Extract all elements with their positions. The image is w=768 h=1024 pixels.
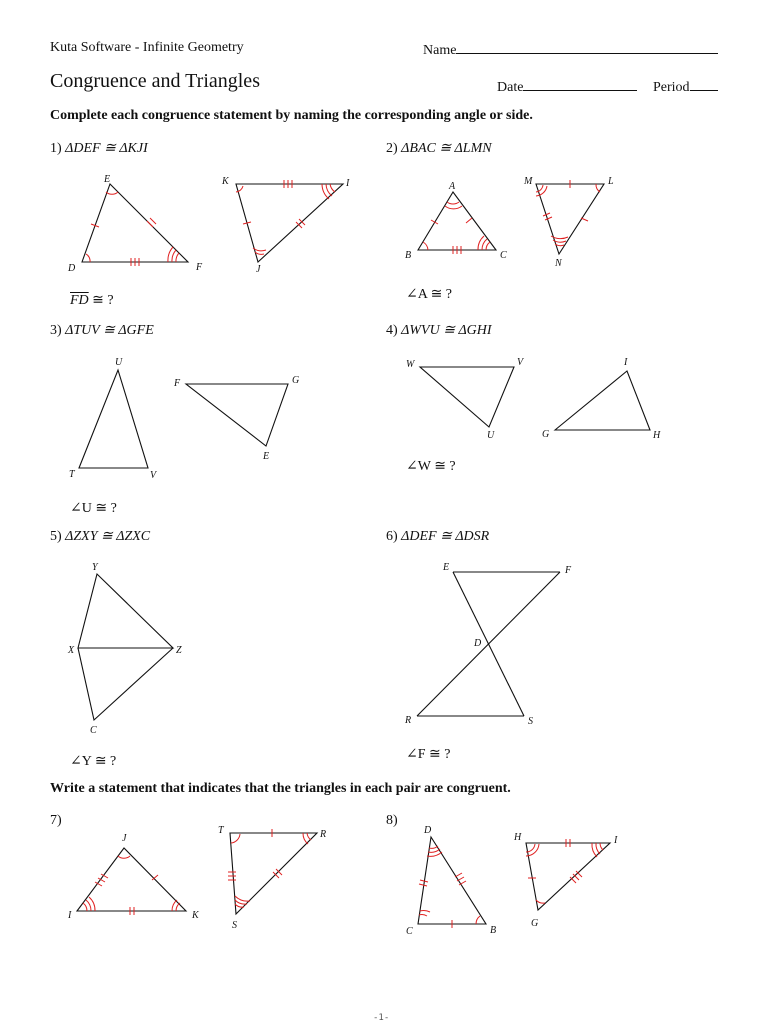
label-Y: Y [92, 562, 98, 573]
instructions-part1: Complete each congruence statement by naming the corresponding angle or side. [50, 108, 533, 123]
label-E: E [104, 174, 111, 185]
label-T: T [218, 825, 224, 836]
label-U: U [115, 357, 123, 368]
problem-5-figure [60, 558, 210, 748]
problem-6-statement: ΔDEF ≅ ΔDSR [401, 529, 490, 544]
label-W: W [406, 359, 415, 370]
label-H: H [653, 430, 661, 441]
problem-2-question: ∠A ≅ ? [406, 287, 453, 302]
page-number: -1- [373, 1013, 390, 1023]
label-V: V [150, 470, 157, 481]
name-field[interactable] [423, 40, 718, 59]
problem-3-header [50, 322, 154, 339]
problem-5-question: ∠Y ≅ ? [70, 754, 117, 769]
name-label: Name [423, 43, 457, 58]
problem-1-statement: ΔDEF ≅ ΔKJI [65, 141, 148, 156]
problem-4-number: 4) [386, 323, 398, 338]
label-E: E [443, 562, 450, 573]
label-G: G [531, 918, 539, 929]
problem-2-header [386, 140, 492, 157]
label-T: T [69, 469, 75, 480]
period-label: Period [653, 80, 690, 95]
label-S: S [232, 920, 237, 931]
label-I: I [624, 357, 628, 368]
triangle-zxy [78, 574, 173, 648]
period-field[interactable] [653, 77, 718, 96]
label-R: R [405, 715, 412, 726]
problem-4-question: ∠W ≅ ? [406, 459, 456, 474]
date-label: Date [497, 80, 524, 95]
problem-8-number: 8) [386, 813, 398, 828]
problem-1-figure [60, 170, 370, 280]
problem-8-figure [400, 820, 640, 940]
problem-3-number: 3) [50, 323, 62, 338]
label-C: C [90, 725, 97, 736]
problem-2-number: 2) [386, 141, 398, 156]
problem-4-figure [400, 352, 680, 447]
problem-6-number: 6) [386, 529, 398, 544]
triangle-def [82, 184, 188, 262]
label-D: D [68, 263, 76, 274]
problem-7-number: 7) [50, 813, 62, 828]
label-G: G [292, 375, 300, 386]
label-J: J [122, 833, 127, 844]
label-B: B [490, 925, 497, 936]
triangle-ghi [555, 371, 650, 430]
label-V: V [517, 357, 524, 368]
software-label: Kuta Software - Infinite Geometry [50, 40, 244, 55]
label-J: J [256, 264, 261, 275]
label-D: D [424, 825, 432, 836]
label-A: A [449, 181, 456, 192]
label-M: M [524, 176, 533, 187]
instructions-part2: Write a statement that indicates that the triangles in each pair are congruent. [50, 781, 511, 796]
triangle-tuv [79, 370, 148, 468]
triangle-zxc [78, 648, 173, 720]
triangle-wvu [420, 367, 514, 427]
problem-2-statement: ΔBAC ≅ ΔLMN [401, 141, 492, 156]
problem-6-header [386, 528, 489, 545]
label-E: E [263, 451, 270, 462]
triangle-kji [236, 184, 343, 262]
label-F: F [174, 378, 181, 389]
problem-6-question: ∠F ≅ ? [406, 747, 451, 762]
label-C: C [406, 926, 413, 937]
label-G: G [542, 429, 550, 440]
problem-1-question: $\overline{FD}$ ≅ ? [70, 293, 114, 308]
problem-1-number: 1) [50, 141, 62, 156]
problem-5-header [50, 528, 150, 545]
label-I: I [68, 910, 72, 921]
label-X: X [68, 645, 75, 656]
problem-3-figure [60, 355, 320, 485]
label-R: R [320, 829, 327, 840]
label-K: K [222, 176, 229, 187]
label-N: N [555, 258, 562, 269]
label-S: S [528, 716, 533, 727]
problem-7-figure [60, 822, 340, 932]
date-field[interactable] [497, 77, 637, 96]
label-C: C [500, 250, 507, 261]
problem-5-number: 5) [50, 529, 62, 544]
problem-2-figure [400, 170, 640, 270]
triangle-gfe [186, 384, 288, 446]
label-F: F [196, 262, 203, 273]
page-title: Congruence and Triangles [50, 70, 260, 92]
problem-5-statement: ΔZXY ≅ ΔZXC [65, 529, 151, 544]
triangle-hig [526, 843, 610, 910]
label-H: H [514, 832, 522, 843]
label-Z: Z [176, 645, 182, 656]
label-I: I [346, 178, 350, 189]
problem-4-header [386, 322, 492, 339]
label-K: K [192, 910, 199, 921]
label-I: I [614, 835, 618, 846]
problem-1-header [50, 140, 148, 157]
label-D: D [474, 638, 482, 649]
triangle-trs [230, 833, 317, 914]
problem-3-question: ∠U ≅ ? [70, 501, 117, 516]
triangle-ijk [77, 848, 186, 911]
label-F: F [565, 565, 572, 576]
label-L: L [608, 176, 614, 187]
label-U: U [487, 430, 495, 441]
label-B: B [405, 250, 412, 261]
problem-6-figure [400, 558, 580, 733]
problem-3-statement: ΔTUV ≅ ΔGFE [65, 323, 154, 338]
problem-4-statement: ΔWVU ≅ ΔGHI [401, 323, 492, 338]
